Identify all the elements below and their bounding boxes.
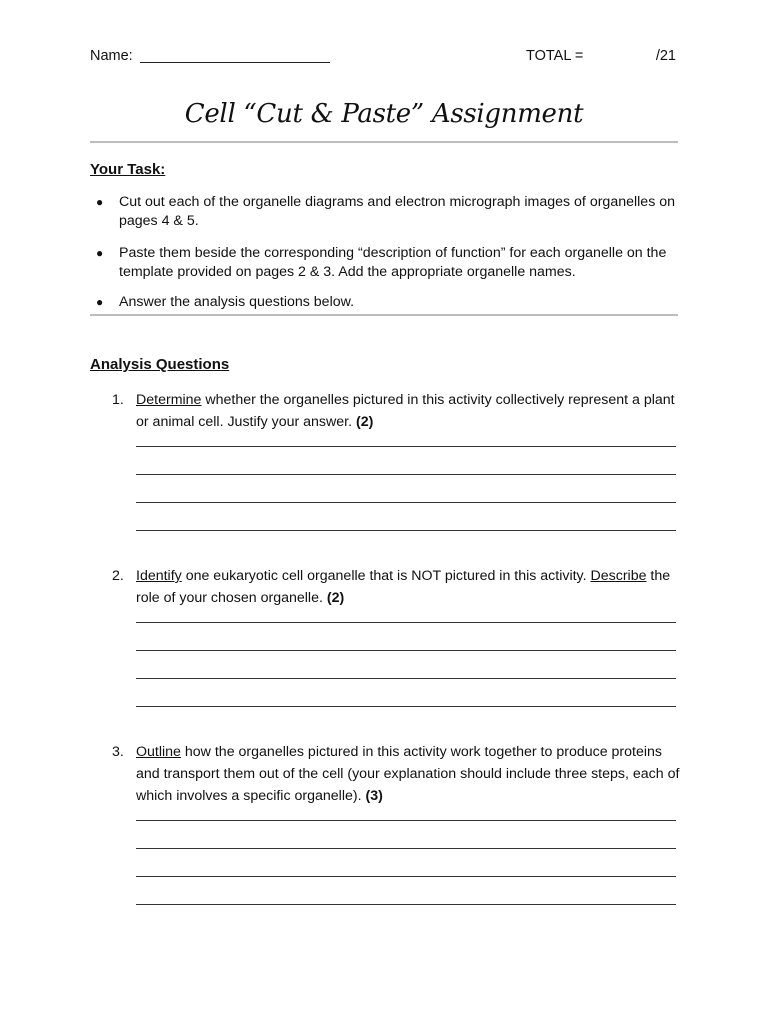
title-divider (90, 141, 678, 143)
answer-line[interactable] (136, 474, 676, 475)
answer-line[interactable] (136, 848, 676, 849)
question-body: whether the organelles pictured in this activity collectively represent a plant or animal cell. Justify your answer. (136, 392, 675, 430)
question-marks: (2) (326, 590, 345, 606)
answer-line[interactable] (136, 876, 676, 877)
answer-line[interactable] (136, 502, 676, 503)
task-heading: Your Task: (90, 161, 166, 178)
command-term: Outline (136, 744, 181, 760)
question-marks: (3) (365, 788, 383, 804)
total-label: TOTAL = (526, 48, 584, 64)
question-number: 1. (112, 392, 124, 408)
task-bullet-text: Paste them beside the corresponding “description of function” for each organelle on the template provided on pages 2 & 3. Add the appropriate organelle names. (119, 245, 667, 280)
task-divider (90, 314, 678, 316)
page-title: Cell “Cut & Paste” Assignment (184, 99, 584, 129)
question-body: one eukaryotic cell organelle that is NOT pictured in this activity. (181, 568, 591, 584)
command-term: Determine (136, 392, 202, 408)
answer-line[interactable] (136, 820, 676, 821)
question-number: 3. (112, 744, 124, 760)
answer-line[interactable] (136, 530, 676, 531)
question-number: 2. (112, 568, 124, 584)
answer-line[interactable] (136, 706, 676, 707)
command-term: Identify (136, 568, 182, 584)
task-bullet-text: Answer the analysis questions below. (119, 294, 355, 310)
analysis-heading: Analysis Questions (90, 356, 230, 373)
question-body: how the organelles pictured in this activity work together to produce proteins and transport them out of the cell (your explanation should include three steps, each of which involves a specific organelle). (136, 744, 680, 804)
answer-line[interactable] (136, 622, 676, 623)
name-label: Name: (90, 48, 133, 64)
answer-line[interactable] (136, 678, 676, 679)
question-text (136, 741, 681, 807)
question-body: the role of your chosen organelle. (136, 568, 671, 606)
total-max-score: /21 (655, 48, 676, 64)
answer-line[interactable] (136, 446, 676, 447)
question-text (136, 565, 681, 609)
question-text (136, 389, 681, 433)
bullet-icon: ● (96, 195, 104, 209)
question-marks: (2) (356, 414, 374, 430)
task-bullet-text: Cut out each of the organelle diagrams and electron micrograph images of organelles on pages 4 & 5. (119, 194, 676, 229)
bullet-icon: ● (96, 246, 104, 260)
bullet-icon: ● (96, 295, 104, 309)
answer-line[interactable] (136, 650, 676, 651)
name-field-line[interactable] (140, 62, 330, 63)
header-row (90, 48, 676, 70)
answer-line[interactable] (136, 904, 676, 905)
command-term: Describe (590, 568, 647, 584)
